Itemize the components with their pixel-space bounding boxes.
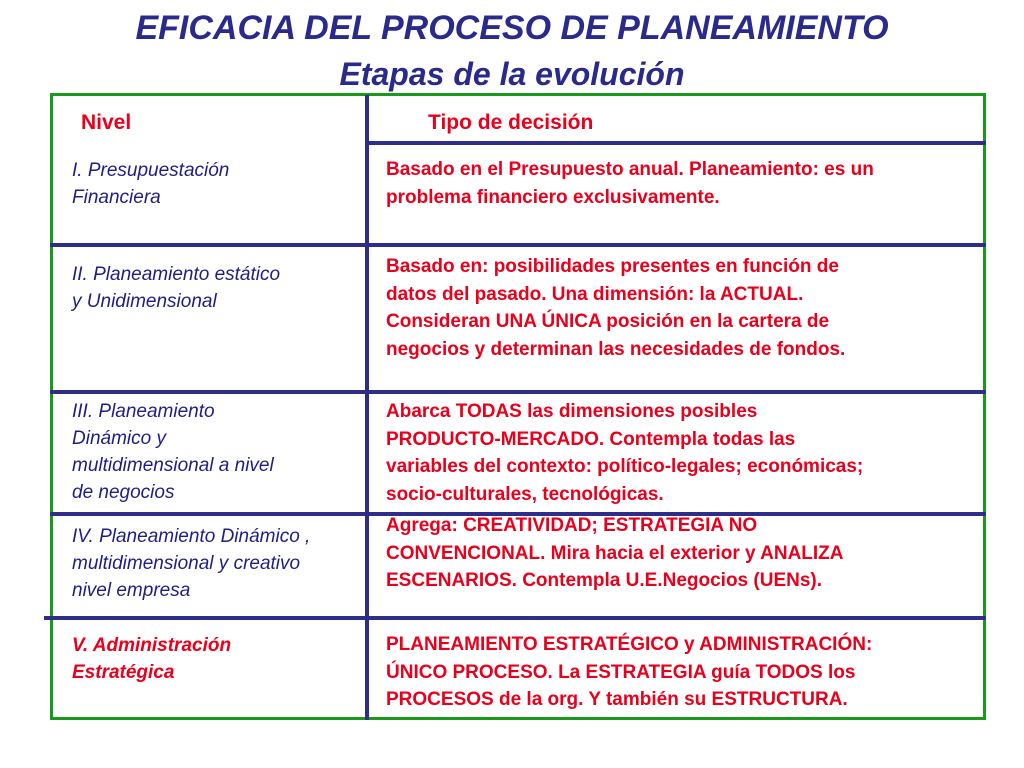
- level-cell-1: I. Presupuestación Financiera: [72, 160, 230, 208]
- decision-cell-4: Agrega: CREATIVIDAD; ESTRATEGIA NO CONVENCIONAL. Mira hacia el exterior y ANALIZA ESCENARIOS. Contempla U.E.Negocios (UENs).: [386, 515, 844, 591]
- row-divider-header-left: [50, 141, 60, 145]
- decision-cell-2: Basado en: posibilidades presentes en función de datos del pasado. Una dimensión: la ACTUAL. Consideran UNA ÚNICA posición en la cartera de negocios y determinan las necesidades de fondos.: [386, 256, 846, 360]
- decision-cell-5: PLANEAMIENTO ESTRATÉGICO y ADMINISTRACIÓN: ÚNICO PROCESO. La ESTRATEGIA guía TODOS los PROCESOS de la org. Y también su ESTRUCTURA.: [386, 634, 873, 710]
- row-divider-1: [50, 243, 986, 247]
- level-cell-4: IV. Planeamiento Dinámico , multidimensional y creativo nivel empresa: [72, 526, 311, 601]
- decision-cell-3: Abarca TODAS las dimensiones posibles PRODUCTO-MERCADO. Contempla todas las variables del contexto: político-legales; económicas; socio-culturales, tecnológicas.: [386, 401, 864, 505]
- row-divider-2: [50, 390, 986, 394]
- slide-title: EFICACIA DEL PROCESO DE PLANEAMIENTO: [135, 9, 889, 47]
- level-cell-3: III. Planeamiento Dinámico y multidimensional a nivel de negocios: [72, 401, 274, 503]
- row-divider-header: [369, 141, 986, 145]
- slide-subtitle: Etapas de la evolución: [339, 56, 685, 92]
- level-cell-5: V. Administración Estratégica: [72, 635, 232, 683]
- header-nivel: Nivel: [81, 111, 132, 134]
- column-divider: [365, 95, 369, 720]
- decision-cell-1: Basado en el Presupuesto anual. Planeamiento: es un problema financiero exclusivamente.: [386, 159, 874, 208]
- level-cell-2: II. Planeamiento estático y Unidimensional: [72, 264, 281, 312]
- row-divider-4: [44, 616, 986, 620]
- header-tipo-decision: Tipo de decisión: [428, 111, 594, 134]
